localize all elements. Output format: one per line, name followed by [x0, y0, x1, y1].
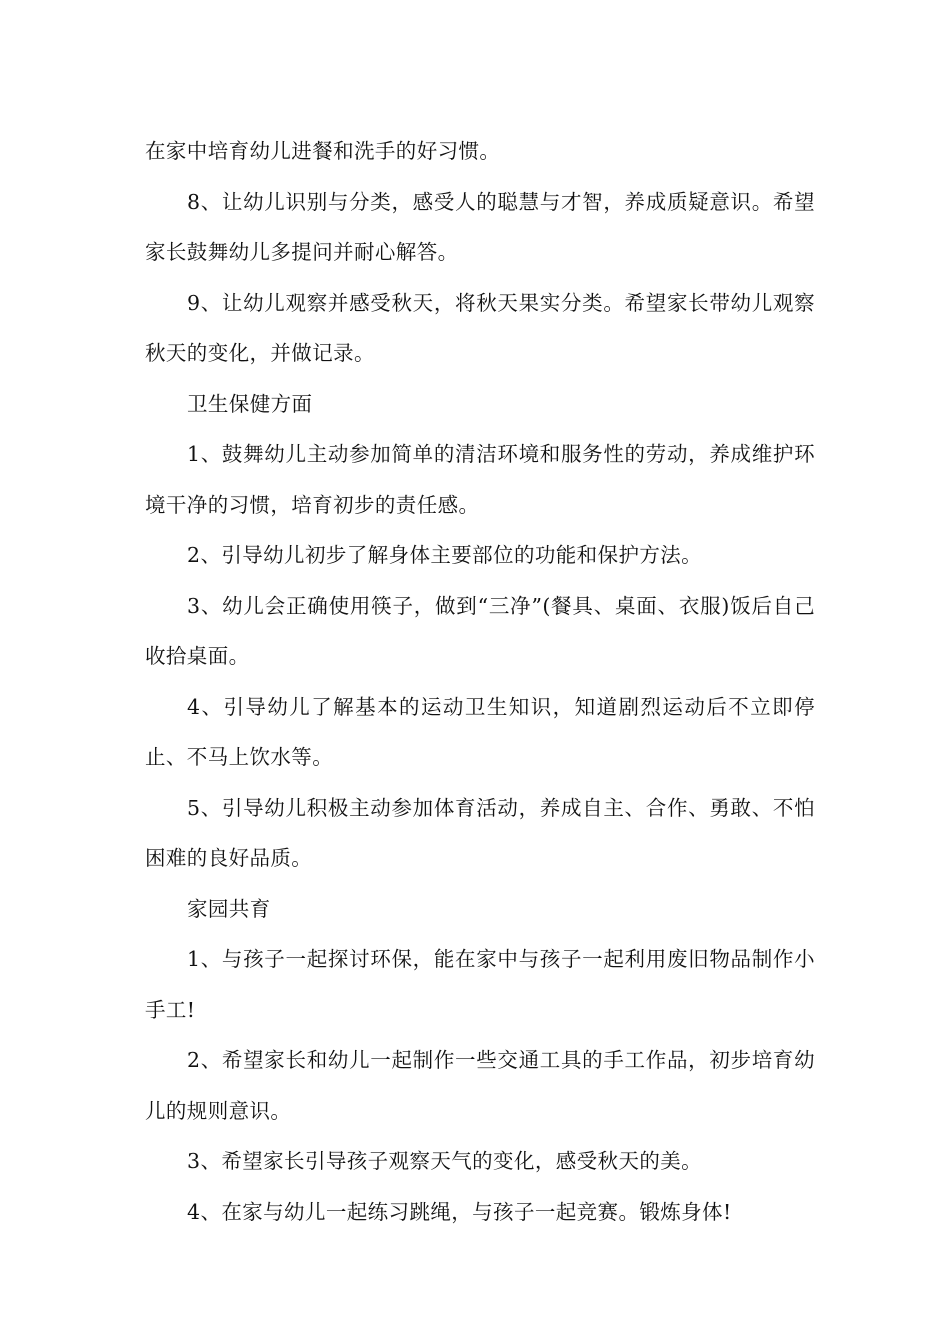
- paragraph-11: 1、与孩子一起探讨环保，能在家中与孩子一起利用废旧物品制作小手工!: [145, 947, 815, 1022]
- section-heading-health: 卫生保健方面: [187, 391, 313, 416]
- paragraph-6: 2、引导幼儿初步了解身体主要部位的功能和保护方法。: [187, 543, 703, 567]
- paragraph-2: 8、让幼儿识别与分类，感受人的聪慧与才智，养成质疑意识。希望家长鼓舞幼儿多提问并耐心解答。: [145, 189, 815, 264]
- paragraph-13: 3、希望家长引导孩子观察天气的变化，感受秋天的美。: [187, 1149, 703, 1173]
- document-body: [145, 126, 815, 1237]
- paragraph-14: 4、在家与幼儿一起练习跳绳，与孩子一起竞赛。锻炼身体!: [187, 1199, 732, 1224]
- paragraph-7: 3、幼儿会正确使用筷子，做到“三净”(餐具、桌面、衣服)饭后自己收拾桌面。: [145, 593, 815, 668]
- paragraph-9: 5、引导幼儿积极主动参加体育活动，养成自主、合作、勇敢、不怕困难的良好品质。: [145, 795, 815, 870]
- paragraph-8: 4、引导幼儿了解基本的运动卫生知识，知道剧烈运动后不立即停止、不马上饮水等。: [145, 694, 815, 769]
- section-heading-home-school: 家园共育: [187, 896, 271, 921]
- paragraph-1: 在家中培育幼儿进餐和洗手的好习惯。: [145, 139, 501, 163]
- paragraph-3: 9、让幼儿观察并感受秋天，将秋天果实分类。希望家长带幼儿观察秋天的变化，并做记录。: [145, 290, 815, 365]
- paragraph-12: 2、希望家长和幼儿一起制作一些交通工具的手工作品，初步培育幼儿的规则意识。: [145, 1048, 815, 1123]
- paragraph-5: 1、鼓舞幼儿主动参加简单的清洁环境和服务性的劳动，养成维护环境干净的习惯，培育初步的责任感。: [145, 442, 815, 517]
